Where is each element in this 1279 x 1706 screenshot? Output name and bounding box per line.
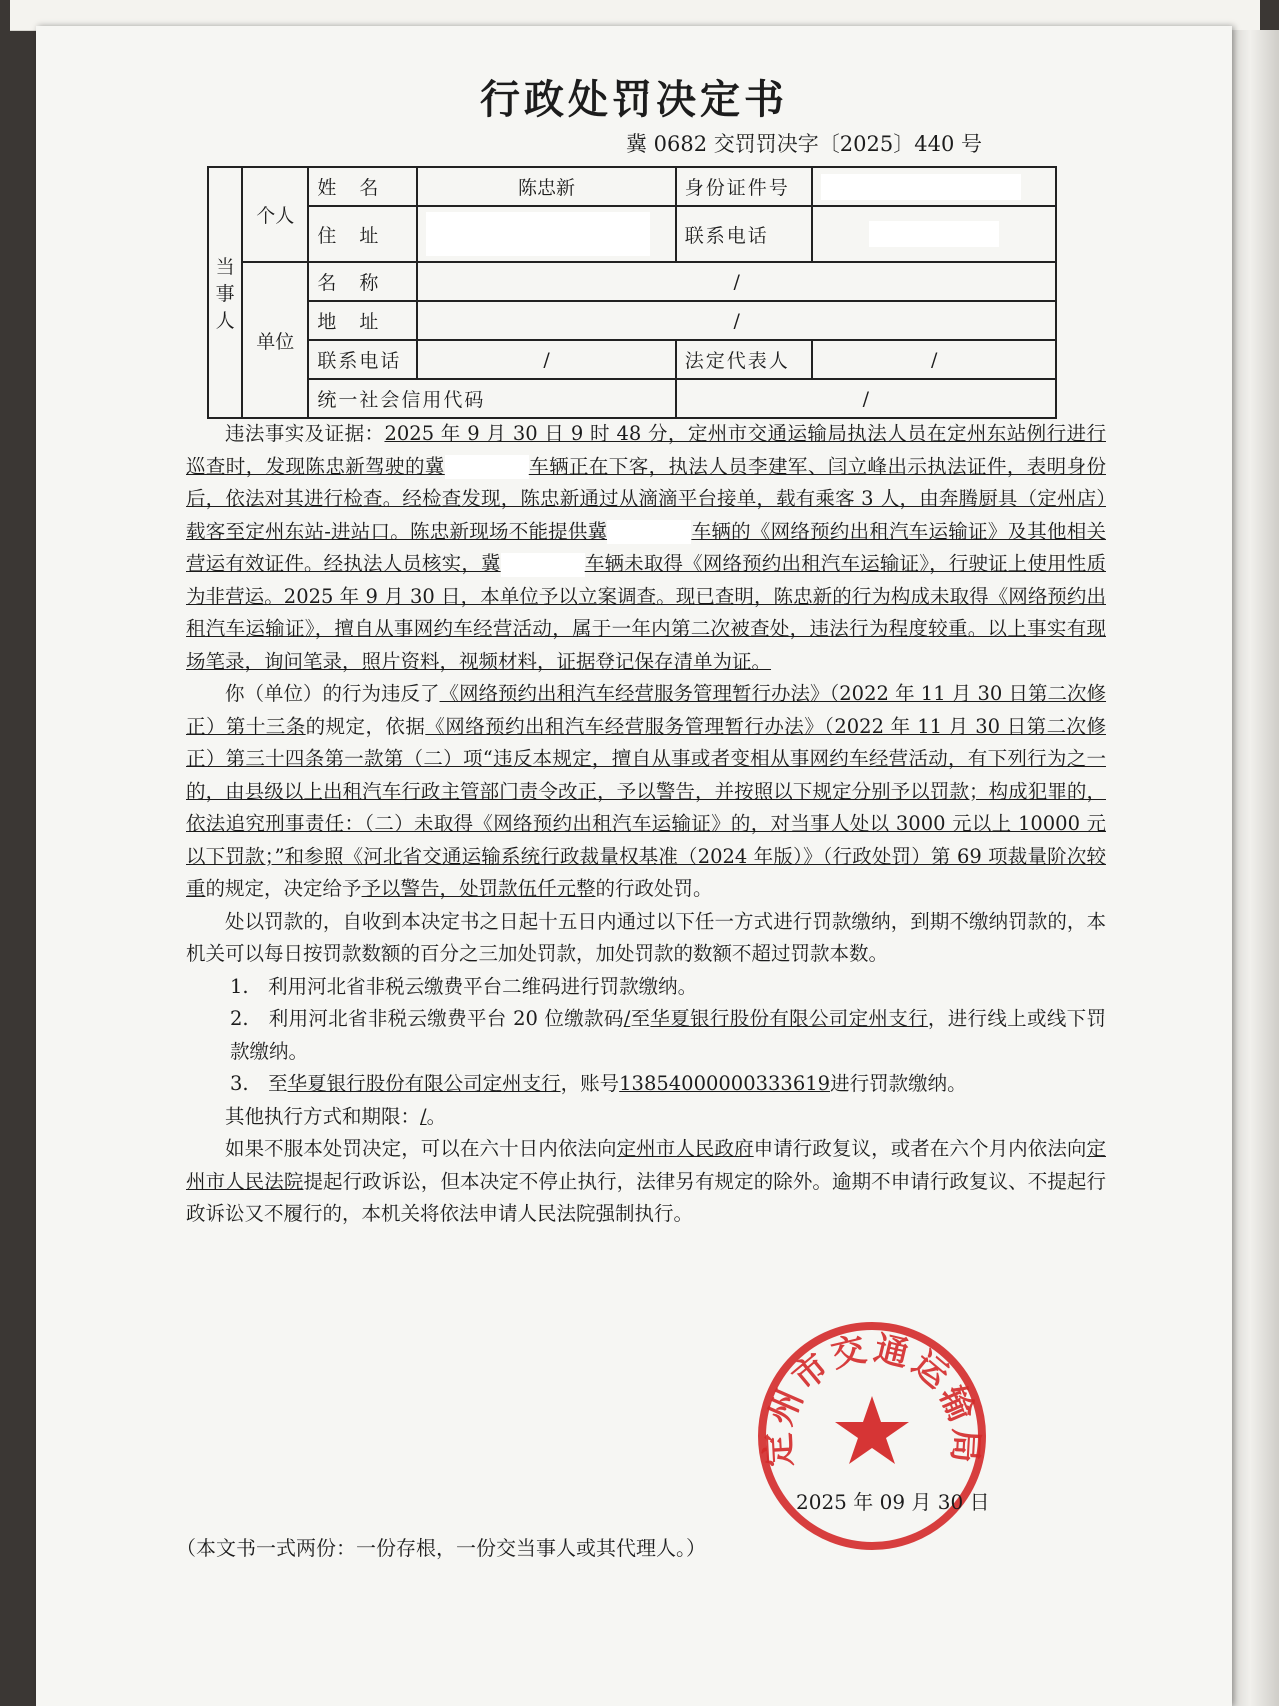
unit-address-label: 地 址	[308, 301, 417, 340]
document-title: 行政处罚决定书	[480, 76, 788, 123]
phone-value	[812, 206, 1056, 262]
address-value	[417, 206, 675, 262]
redaction-block	[869, 221, 999, 247]
legal-rep-label: 法定代表人	[676, 340, 813, 379]
address-label: 住 址	[308, 206, 417, 262]
other-execution: 其他执行方式和期限：/。	[225, 1104, 447, 1128]
payment-item-1: 1. 利用河北省非税云缴费平台二维码进行罚款缴纳。	[230, 974, 698, 998]
unit-name-label: 名 称	[308, 262, 417, 301]
individual-label: 个人	[242, 167, 308, 262]
violated-rule: 《网络预约出租汽车经营服务管理暂行办法》（2022 年 11 月 30 日第二次修正）第十三条	[186, 682, 1107, 738]
redaction-block	[426, 212, 650, 256]
legal-rep-value: /	[812, 340, 1056, 379]
seal-text: 定州市交通运输局	[758, 1328, 986, 1468]
review-authority: 定州市人民政府	[616, 1137, 754, 1160]
plate-redaction	[607, 520, 691, 544]
payment-item-2: 2. 利用河北省非税云缴费平台 20 位缴款码/至华夏银行股份有限公司定州支行，进行线上或线下罚款缴纳。	[230, 1007, 1106, 1063]
facts-text: 2025 年 9 月 30 日 9 时 48 分，定州市交通运输局执法人员在定州东站例行进行巡查时，发现陈忠新驾驶的冀 车辆正在下客，执法人员李建军、闫立峰出示执法证件，表明身份后，依法对其进行检查。经检查发现，陈忠新通过从滴滴平台接单，载有乘客 3 人，由奔腾厨具（定州店）载客至定州东站-进站口。陈忠新现场不能提供冀 车辆的《网络预约出租汽车运输证》及其他相关营运有效证件。经执法人员核实，冀 车辆未取得《网络预约出租汽车运输证》，行驶证上使用性质为非营运。2025 年 9 月 30 日，本单位予以立案调查。现已查明，陈忠新的行为构成未取得《网络预约出租汽车运输证》，擅自从事网约车经营活动，属于一年内第二次被查处，违法行为程度较重。以上事实有现场笔录，询问笔录，照片资料，视频材料，证据登记保存清单为证。	[186, 422, 1106, 673]
issue-date: 2025 年 09 月 30 日	[796, 1490, 990, 1514]
name-value: 陈忠新	[417, 167, 675, 206]
legal-basis: 《网络预约出租汽车经营服务管理暂行办法》（2022 年 11 月 30 日第二次修正）第三十四条第一款第（二）项“违反本规定，擅自从事或者变相从事网约车经营活动，有下列行为之一的，由县级以上出租汽车行政主管部门责令改正，予以警告，并按照以下规定分别予以罚款；构成犯罪的，依法追究刑事责任：（二）未取得《网络预约出租汽车运输证》的，对当事人处以 3000 元以上 10000 元以下罚款；”和参照《河北省交通运输系统行政裁量权基准（2024 年版）》（行政处罚）第 69 项裁量阶次较重	[186, 714, 1106, 900]
unit-name-value: /	[417, 262, 1056, 301]
document-number: 冀 0682 交罚罚决字〔2025〕440 号	[626, 132, 982, 156]
appeal-paragraph: 如果不服本处罚决定，可以在六十日内依法向定州市人民政府申请行政复议，或者在六个月内依法向定州市人民法院提起行政诉讼，但本决定不停止执行，法律另有规定的除外。逾期不申请行政复议、不提起行政诉讼又不履行的，本机关将依法申请人民法院强制执行。	[186, 1137, 1106, 1225]
penalty-decision: 予以警告，处罚款伍仟元整	[361, 877, 596, 900]
official-seal	[754, 1318, 990, 1554]
bank-name: 华夏银行股份有限公司定州支行	[650, 1007, 928, 1030]
unit-address-value: /	[417, 301, 1056, 340]
phone-label: 联系电话	[676, 206, 813, 262]
facts-label: 违法事实及证据：	[225, 422, 385, 445]
bank-name: 华夏银行股份有限公司定州支行	[287, 1072, 561, 1095]
plate-redaction	[445, 455, 529, 479]
violation-paragraph: 你（单位）的行为违反了《网络预约出租汽车经营服务管理暂行办法》（2022 年 11 月 30 日第二次修正）第十三条的规定，依据《网络预约出租汽车经营服务管理暂行办法》（2022 年 11 月 30 日第二次修正）第三十四条第一款第（二）项“违反本规定，擅自从事或者变相从事网约车经营活动，有下列行为之一的，由县级以上出租汽车行政主管部门责令改正，予以警告，并按照以下规定分别予以罚款；构成犯罪的，依法追究刑事责任：（二）未取得《网络预约出租汽车运输证》的，对当事人处以 3000 元以上 10000 元以下罚款；”和参照《河北省交通运输系统行政裁量权基准（2024 年版）》（行政处罚）第 69 项裁量阶次较重的规定，决定给予予以警告，处罚款伍仟元整的行政处罚。	[186, 682, 1107, 900]
footnote: （本文书一式两份：一份存根，一份交当事人或其代理人。）	[176, 1536, 706, 1560]
plate-redaction	[501, 553, 585, 577]
party-label: 当事人	[208, 167, 242, 418]
unit-label: 单位	[242, 262, 308, 418]
court-name: 定州市人民法院	[186, 1137, 1106, 1193]
id-label: 身份证件号	[676, 167, 813, 206]
credit-code-value: /	[676, 379, 1056, 418]
credit-code-label: 统一社会信用代码	[308, 379, 675, 418]
paper-stack-edge	[1231, 30, 1279, 1706]
redaction-block	[821, 174, 1021, 200]
document-page	[36, 26, 1232, 1706]
party-info-table	[207, 166, 1057, 419]
payment-item-3: 3. 至华夏银行股份有限公司定州支行，账号13854000000333619进行罚款缴纳。	[230, 1072, 967, 1095]
star-icon	[835, 1396, 909, 1464]
unit-phone-label: 联系电话	[308, 340, 417, 379]
document-body	[186, 418, 1106, 1231]
facts-paragraph	[186, 418, 1106, 678]
unit-phone-value: /	[417, 340, 675, 379]
payment-intro: 处以罚款的，自收到本决定书之日起十五日内通过以下任一方式进行罚款缴纳，到期不缴纳罚款的，本机关可以每日按罚款数额的百分之三加处罚款，加处罚款的数额不超过罚款本数。	[186, 909, 1106, 965]
id-value	[812, 167, 1056, 206]
account-number: 13854000000333619	[619, 1072, 831, 1095]
name-label: 姓 名	[308, 167, 417, 206]
